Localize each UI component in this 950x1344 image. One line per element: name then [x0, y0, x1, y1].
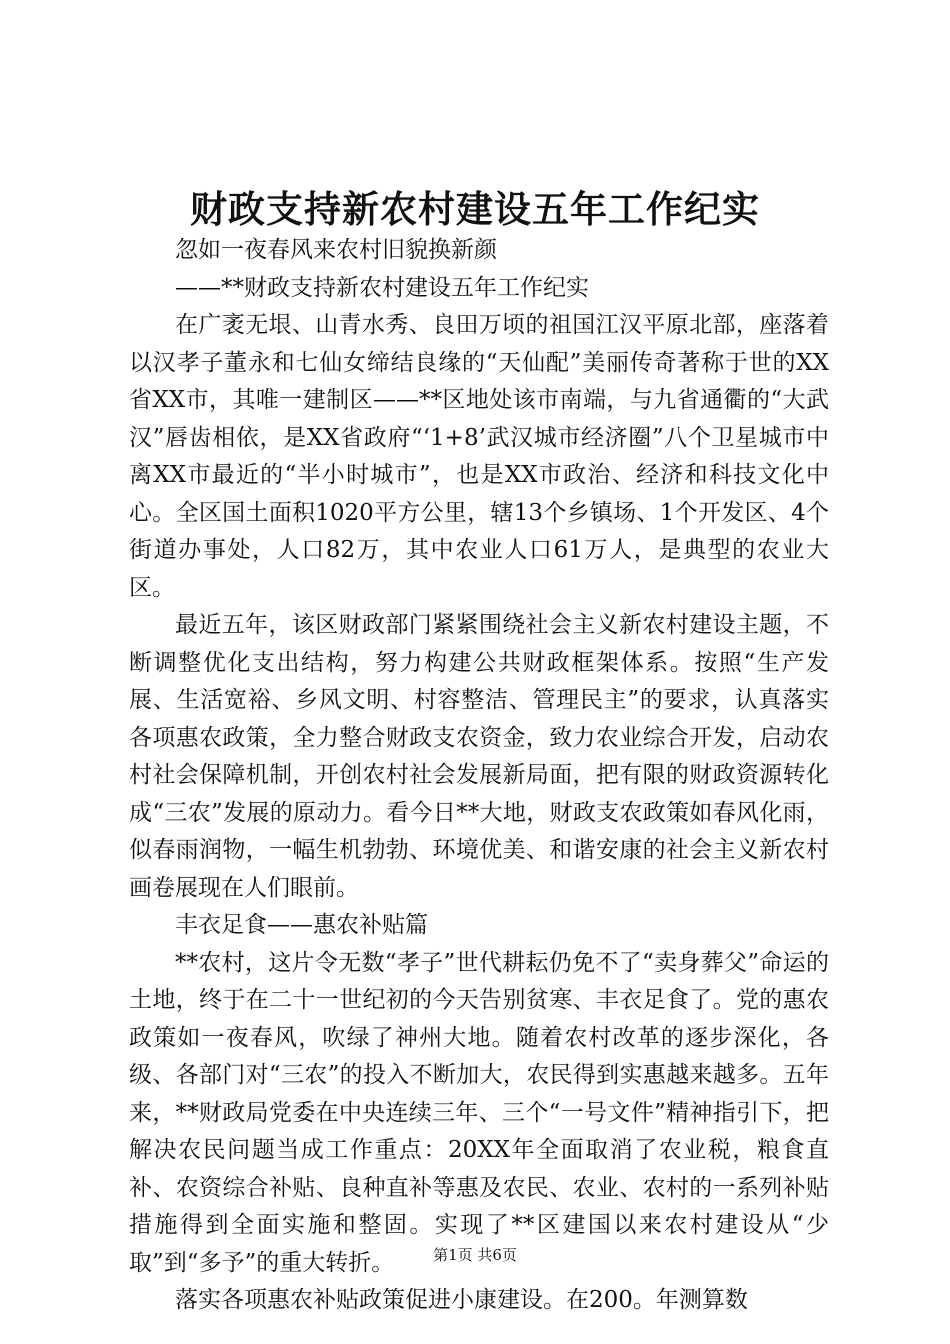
- subtitle-line: 忽如一夜春风来农村旧貌换新颜: [175, 237, 497, 263]
- paragraph-subsidy: **农村，这片令无数“孝子”世代耕耘仍免不了“卖身葬父”命运的土地，终于在二十一世纪初的今天告别贫寒、丰衣足食了。党的惠农政策如一夜春风，吹绿了神州大地。随着农村改革的逐步深化，各级、各部门对“三农”的投入不断加大，农民得到实惠越来越多。五年来，**财政局党委在中央连续三年、三个“一号文件”精神指引下，把解决农民问题当成工作重点：20XX年全面取消了农业税，粮食直补、农资综合补贴、良种直补等惠及农民、农业、农村的一系列补贴措施得到全面实施和整固。实现了**区建国以来农村建设从“少取”到“多予”的重大转折。: [129, 949, 829, 1276]
- page-number-footer: 第1页 共6页: [433, 1246, 517, 1264]
- paragraph-five-years: 最近五年，该区财政部门紧紧围绕社会主义新农村建设主题，不断调整优化支出结构，努力构建公共财政框架体系。按照“生产发展、生活宽裕、乡风文明、村容整洁、管理民主”的要求，认真落实各项惠农政策，全力整合财政支农资金，致力农业综合开发，启动农村社会保障机制，开创农村社会发展新局面，把有限的财政资源转化成“三农”发展的原动力。看今日**大地，财政支农政策如春风化雨，似春雨润物，一幅生机勃勃、环境优美、和谐安康的社会主义新农村画卷展现在人们眼前。: [129, 612, 829, 901]
- document-title: 财政支持新农村建设五年工作纪实: [190, 187, 760, 231]
- document-body: [129, 232, 829, 1320]
- subtitle-dash-line: ——**财政支持新农村建设五年工作纪实: [175, 274, 589, 301]
- paragraph-continued: 落实各项惠农补贴政策促进小康建设。在200。年测算数: [175, 1287, 748, 1313]
- section-heading: 丰衣足食——惠农补贴篇: [175, 912, 428, 938]
- paragraph-intro: 在广袤无垠、山青水秀、良田万顷的祖国江汉平原北部，座落着以汉孝子董永和七仙女缔结良缘的“天仙配”美丽传奇著称于世的XX省XX市，其唯一建制区——**区地处该市南端，与九省通衢的“大武汉”唇齿相依，是XX省政府“‘1+8’武汉城市经济圈”八个卫星城市中离XX市最近的“半小时城市”，也是XX市政治、经济和科技文化中心。全区国土面积1020平方公里，辖13个乡镇场、1个开发区、4个街道办事处，人口82万，其中农业人口61万人，是典型的农业大区。: [129, 312, 829, 601]
